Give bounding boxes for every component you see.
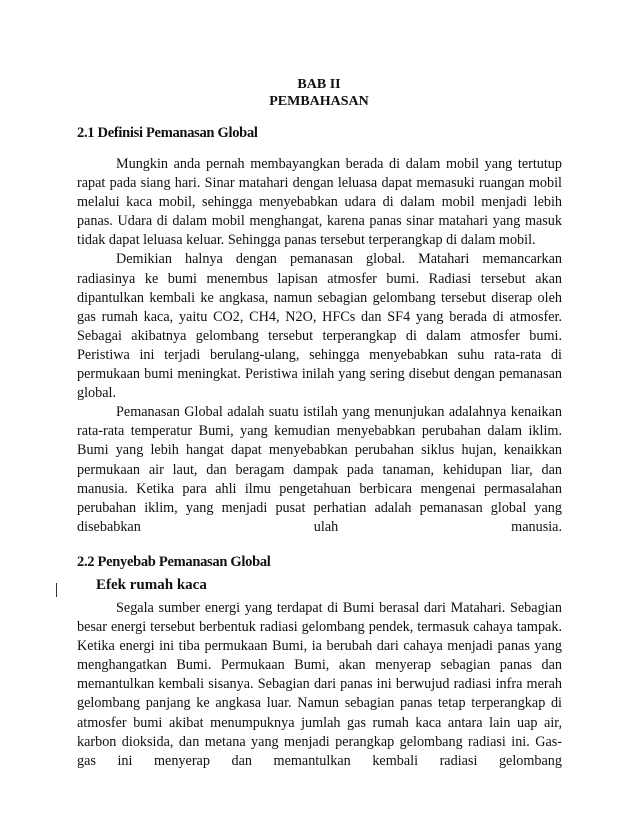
paragraph-radiation: Demikian halnya dengan pemanasan global. Matahari memancarkan radiasinya ke bumi menembus lapisan atmosfer bumi. Radiasi tersebut akan dipantulkan kembali ke angkasa, namun sebagian gelombang tersebut diserap oleh gas rumah kaca, yaitu CO2, CH4, N2O, HFCs dan SF4 yang berada di atmosfer. Sebagai akibatnya gelombang tersebut terperangkap di dalam atmosfer bumi. Peristiwa ini terjadi berulang-ulang, sehingga menyebabkan suhu rata-rata di permukaan bumi meningkat. Peristiwa inilah yang sering disebut dengan pemanasan global.: [77, 251, 562, 402]
section-1-body: [77, 155, 562, 537]
paragraph-definition: Pemanasan Global adalah suatu istilah yang menunjukan adalahnya kenaikan rata-rata temperatur Bumi, yang kemudian menyebabkan perubahan dalam iklim. Bumi yang lebih hangat dapat menyebabkan perubahan siklus hujan, kenaikkan permukaan air laut, dan beragam dampak pada tanaman, kehidupan liar, dan manusia. Ketika para ahli ilmu pengetahuan berbicara mengenai permasalahan perubahan iklim, yang menjadi pusat perhatian adalah pemanasan global yang disebabkan ulah manusia.: [77, 404, 562, 535]
section-heading-definition: 2.1 Definisi Pemanasan Global: [77, 125, 258, 141]
margin-mark: [56, 583, 57, 597]
subheading-greenhouse-effect: Efek rumah kaca: [96, 577, 207, 593]
paragraph-greenhouse: Segala sumber energi yang terdapat di Bumi berasal dari Matahari. Sebagian besar energi tersebut berbentuk radiasi gelombang pendek, termasuk cahaya tampak. Ketika energi ini tiba permukaan Bumi, ia berubah dari cahaya menjadi panas yang menghangatkan Bumi. Permukaan Bumi, akan menyerap sebagian panas dan memantulkan kembali sisanya. Sebagian dari panas ini berwujud radiasi infra merah gelombang panjang ke angkasa luar. Namun sebagian panas tetap terperangkap di atmosfer bumi akibat menumpuknya jumlah gas rumah kaca antara lain uap air, karbon dioksida, dan metana yang menjadi perangkap gelombang radiasi ini. Gas-gas ini menyerap dan memantulkan kembali radiasi gelombang: [77, 600, 562, 769]
paragraph-car-analogy: Mungkin anda pernah membayangkan berada di dalam mobil yang tertutup rapat pada siang hari. Sinar matahari dengan leluasa dapat memasuki ruangan mobil melalui kaca mobil, sehingga menyebabkan udara di dalam mobil menjadi lebih panas. Udara di dalam mobil menghangat, karena panas sinar matahari yang masuk tidak dapat leluasa keluar. Sehingga panas tersebut terperangkap di dalam mobil.: [77, 156, 562, 249]
chapter-number: BAB II: [297, 77, 341, 92]
chapter-title: PEMBAHASAN: [269, 94, 369, 109]
section-2-body: [77, 599, 562, 771]
section-heading-causes: 2.2 Penyebab Pemanasan Global: [77, 554, 271, 570]
